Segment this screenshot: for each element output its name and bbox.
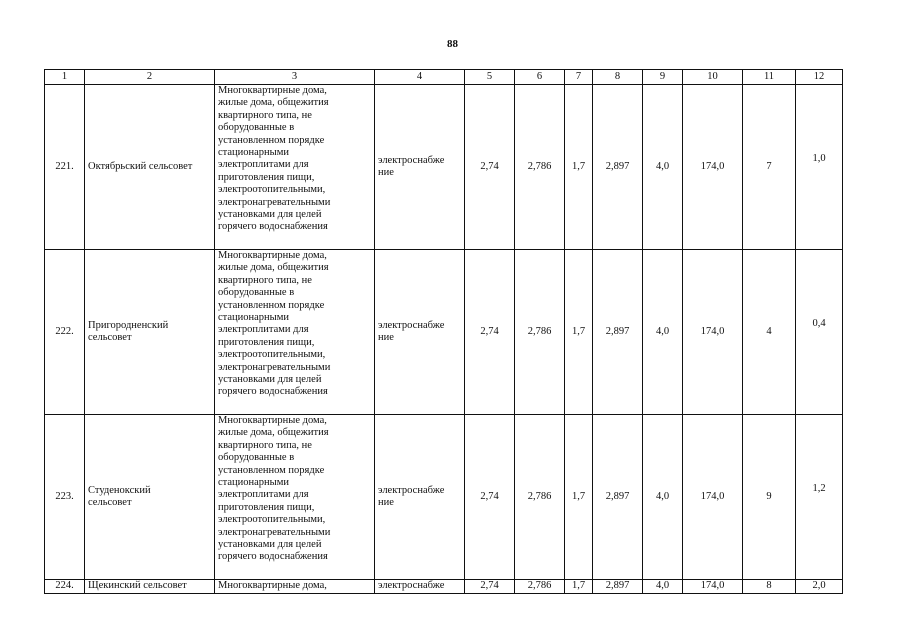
table-row bbox=[45, 415, 843, 580]
housing-description bbox=[215, 580, 375, 594]
settlement-name: Пригородненский сельсовет bbox=[85, 250, 215, 415]
utility-type: электроснабже ние bbox=[375, 85, 465, 250]
tariff-table bbox=[44, 69, 843, 594]
table-row bbox=[45, 250, 843, 415]
utility-type: электроснабже ние bbox=[375, 250, 465, 415]
column-header: 1 bbox=[45, 70, 85, 85]
housing-description bbox=[215, 250, 375, 415]
cell-col11: 4 bbox=[743, 250, 796, 415]
cell-col12: 2,0 bbox=[796, 580, 843, 594]
cell-col9: 4,0 bbox=[643, 580, 683, 594]
cell-col5: 2,74 bbox=[465, 250, 515, 415]
column-header: 10 bbox=[683, 70, 743, 85]
cell-col9: 4,0 bbox=[643, 85, 683, 250]
column-header: 8 bbox=[593, 70, 643, 85]
cell-col12: 1,0 bbox=[796, 77, 843, 242]
settlement-name: Студенокский сельсовет bbox=[85, 415, 215, 580]
cell-col5: 2,74 bbox=[465, 85, 515, 250]
housing-description-text: Многоквартирные дома, жилые дома, общежития квартирного типа, не оборудованные в установленном порядке стационарными электроплитами для приготовления пищи, электроотопительными, электронагревательными установками для целей горячего водоснабжения bbox=[218, 85, 331, 233]
cell-col6: 2,786 bbox=[515, 580, 565, 594]
cell-col7: 1,7 bbox=[565, 415, 593, 580]
housing-description bbox=[215, 85, 375, 250]
cell-col10: 174,0 bbox=[683, 85, 743, 250]
cell-col8: 2,897 bbox=[593, 85, 643, 250]
column-header: 5 bbox=[465, 70, 515, 85]
column-header: 4 bbox=[375, 70, 465, 85]
column-header: 11 bbox=[743, 70, 796, 85]
cell-col8: 2,897 bbox=[593, 250, 643, 415]
cell-col11: 8 bbox=[743, 580, 796, 594]
cell-col12: 0,4 bbox=[796, 242, 843, 407]
cell-col7: 1,7 bbox=[565, 85, 593, 250]
column-header: 6 bbox=[515, 70, 565, 85]
cell-col5: 2,74 bbox=[465, 415, 515, 580]
cell-col12: 1,2 bbox=[796, 407, 843, 572]
housing-description bbox=[215, 415, 375, 580]
cell-col6: 2,786 bbox=[515, 250, 565, 415]
column-header: 2 bbox=[85, 70, 215, 85]
cell-col6: 2,786 bbox=[515, 85, 565, 250]
utility-type: электроснабже bbox=[375, 580, 465, 594]
cell-col8: 2,897 bbox=[593, 415, 643, 580]
cell-col10: 174,0 bbox=[683, 580, 743, 594]
cell-col9: 4,0 bbox=[643, 250, 683, 415]
cell-col10: 174,0 bbox=[683, 250, 743, 415]
column-header: 3 bbox=[215, 70, 375, 85]
cell-col11: 7 bbox=[743, 85, 796, 250]
column-header: 7 bbox=[565, 70, 593, 85]
cell-col5: 2,74 bbox=[465, 580, 515, 594]
housing-description-text: Многоквартирные дома, bbox=[218, 580, 327, 591]
housing-description-text: Многоквартирные дома, жилые дома, общежития квартирного типа, не оборудованные в установленном порядке стационарными электроплитами для приготовления пищи, электроотопительными, электронагревательными установками для целей горячего водоснабжения bbox=[218, 415, 331, 563]
settlement-name: Октябрьский сельсовет bbox=[85, 85, 215, 250]
row-number: 222. bbox=[45, 250, 85, 415]
utility-type: электроснабже ние bbox=[375, 415, 465, 580]
cell-col7: 1,7 bbox=[565, 250, 593, 415]
column-number-row bbox=[45, 70, 843, 85]
cell-col10: 174,0 bbox=[683, 415, 743, 580]
settlement-name: Щекинский сельсовет bbox=[85, 580, 215, 594]
cell-col7: 1,7 bbox=[565, 580, 593, 594]
table-row bbox=[45, 85, 843, 250]
column-header: 9 bbox=[643, 70, 683, 85]
column-header: 12 bbox=[796, 70, 843, 85]
page-number: 88 bbox=[447, 38, 458, 50]
cell-col11: 9 bbox=[743, 415, 796, 580]
cell-col8: 2,897 bbox=[593, 580, 643, 594]
cell-col9: 4,0 bbox=[643, 415, 683, 580]
row-number: 221. bbox=[45, 85, 85, 250]
cell-col6: 2,786 bbox=[515, 415, 565, 580]
housing-description-text: Многоквартирные дома, жилые дома, общежития квартирного типа, не оборудованные в установленном порядке стационарными электроплитами для приготовления пищи, электроотопительными, электронагревательными установками для целей горячего водоснабжения bbox=[218, 250, 331, 398]
row-number: 224. bbox=[45, 580, 85, 594]
table-row bbox=[45, 580, 843, 594]
row-number: 223. bbox=[45, 415, 85, 580]
